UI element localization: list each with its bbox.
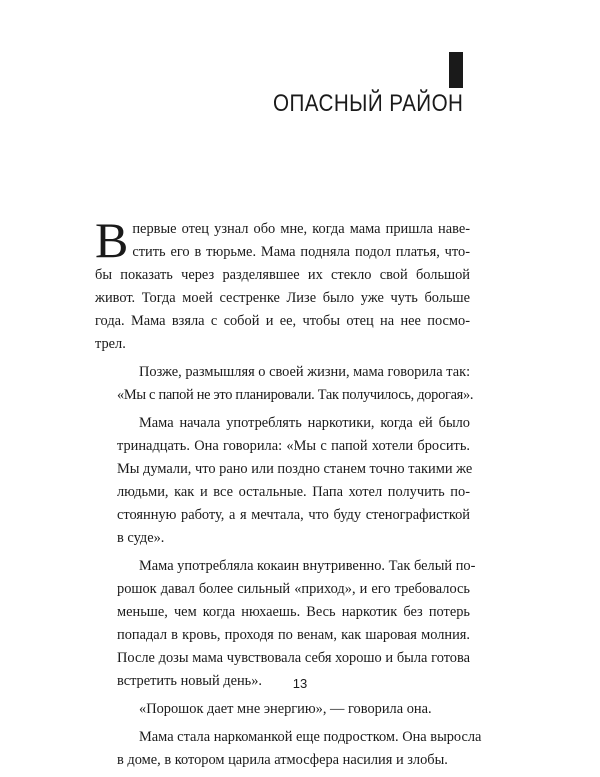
text-line: в суде». xyxy=(117,530,165,546)
body-text xyxy=(95,212,482,777)
drop-cap: В xyxy=(95,212,129,268)
text-line: Мама употребляла кокаин внутривенно. Так белый по- xyxy=(139,558,476,574)
paragraph-4 xyxy=(95,555,476,693)
text-line: первые отец узнал обо мне, когда мама пришла наве- xyxy=(132,221,470,237)
text-line: тринадцать. Она говорила: «Мы с папой хотели бросить. xyxy=(117,438,470,454)
paragraph-6 xyxy=(95,726,482,772)
text-line: в доме, в котором царила атмосфера насилия и злобы. xyxy=(117,752,448,768)
page-number: 13 xyxy=(292,676,308,691)
text-line: людьми, как и все остальные. Папа хотел получить по- xyxy=(117,484,470,500)
text-line: После дозы мама чувствовала себя хорошо и была готова xyxy=(117,650,470,666)
text-line: рошок давал более сильный «приход», и его требовалось xyxy=(117,581,470,597)
text-line: трел. xyxy=(95,336,126,352)
text-line: бы показать через разделявшее их стекло свой большой xyxy=(95,267,470,283)
text-line: встретить новый день». xyxy=(117,673,263,689)
text-line: Позже, размышляя о своей жизни, мама говорила так: xyxy=(139,364,471,380)
text-line: стить его в тюрьме. Мама подняла подол платья, что- xyxy=(132,244,470,260)
text-line: «Порошок дает мне энергию», — говорила она. xyxy=(139,701,432,717)
chapter-number xyxy=(449,52,463,88)
text-line: Мама начала употреблять наркотики, когда ей было xyxy=(139,415,470,431)
paragraph-5 xyxy=(95,698,470,721)
text-line: попадал в кровь, проходя по венам, как шаровая молния. xyxy=(117,627,470,643)
text-line: стоянную работу, а я мечтала, что буду стенографисткой xyxy=(117,507,470,523)
text-line: «Мы с папой не это планировали. Так получилось, дорогая». xyxy=(117,387,474,403)
text-line: Мы думали, что рано или поздно станем точно такими же xyxy=(117,461,473,477)
chapter-title: ОПАСНЫЙ РАЙОН xyxy=(272,90,463,117)
paragraph-3 xyxy=(95,412,473,550)
text-line: меньше, чем когда нюхаешь. Весь наркотик без потерь xyxy=(117,604,470,620)
text-line: года. Мама взяла с собой и ее, чтобы отец на нее посмо- xyxy=(95,313,470,329)
paragraph-1 xyxy=(95,212,470,356)
text-line: Мама стала наркоманкой еще подростком. Она выросла xyxy=(139,729,482,745)
text-line: живот. Тогда моей сестренке Лизе было уже чуть больше xyxy=(95,290,470,306)
paragraph-2 xyxy=(95,361,474,407)
